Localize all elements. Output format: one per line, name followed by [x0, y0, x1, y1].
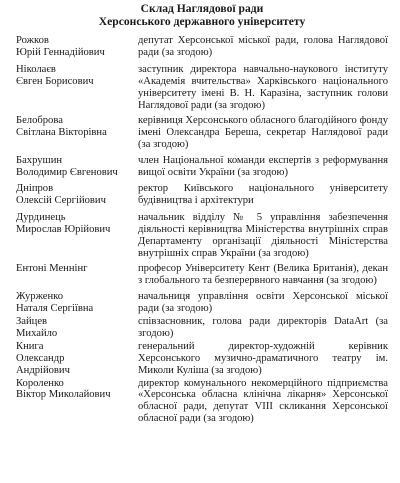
member-row — [16, 64, 388, 112]
member-description: заступник директора навчально-наукового інституту «Академія вчительства» Харківського національного університету імені В. Н. Каразіна, заступник голови Наглядової ради (за згодою) — [138, 63, 388, 111]
member-description: член Національної команди експертів з реформування вищої освіти України (за згодою) — [138, 155, 388, 179]
member-description: начальник відділу № 5 управління забезпечення діяльності керівництва Міністерства внутрішніх справ Департаменту організації діяльності Міністерства внутрішніх справ України (за згодою) — [138, 211, 388, 259]
title-line-1: Склад Наглядової ради — [140, 2, 264, 15]
member-description: генеральний директор-художній керівник Херсонського музично-драматичного театру ім. Миколи Куліша (за згодою) — [138, 340, 388, 376]
member-name: Белоброва Світлана Вікторівна — [16, 115, 107, 139]
member-name: Книга Олександр Андрійович — [16, 340, 70, 376]
member-name: Журженко Наталя Сергіївна — [16, 291, 94, 315]
title-line-2: Херсонського державного університету — [98, 15, 306, 28]
member-description: керівниця Херсонського обласного благодійного фонду імені Олександра Береша, секретар Наглядової ради (за згодою) — [138, 115, 388, 151]
member-name: Короленко Віктор Миколайович — [16, 377, 111, 401]
member-row — [16, 263, 388, 287]
member-name: Дурдинець Мирослав Юрійович — [16, 211, 111, 235]
member-description: депутат Херсонської міської ради, голова Наглядової ради (за згодою) — [138, 35, 388, 58]
member-name: Рожков Юрій Геннадійович — [16, 35, 105, 58]
member-row — [16, 115, 388, 151]
member-name: Дніпров Олексій Сергійович — [16, 182, 106, 206]
member-name: Бахрушин Володимир Євгенович — [16, 155, 118, 179]
member-row — [16, 212, 388, 260]
member-description: ректор Київського національного університету будівництва і архітектури — [138, 182, 388, 206]
member-description: начальниця управління освіти Херсонської міської ради (за згодою) — [138, 291, 388, 315]
member-name: Ентоні Меннінг — [16, 263, 88, 275]
member-row — [16, 341, 388, 377]
page-title — [16, 2, 388, 28]
member-name: Ніколаєв Євген Борисович — [16, 63, 94, 87]
member-row — [16, 155, 388, 179]
member-row — [16, 35, 388, 59]
member-row — [16, 291, 388, 315]
member-description: директор комунального некомерційного підприємства «Херсонська обласна клінічна лікарня» Херсонської обласної ради, депутат VIII скликання Херсонської обласної ради (за згодою) — [138, 377, 388, 425]
member-row — [16, 378, 388, 426]
member-row — [16, 183, 388, 207]
members-list — [16, 35, 388, 425]
member-description: професор Університету Кент (Велика Британія), декан з глобального та безперервного навчання (за згодою) — [138, 263, 388, 287]
member-row — [16, 316, 388, 340]
member-description: співзасновник, голова ради директорів DataArt (за згодою) — [138, 316, 388, 339]
member-name: Зайцев Михайло — [16, 316, 58, 339]
